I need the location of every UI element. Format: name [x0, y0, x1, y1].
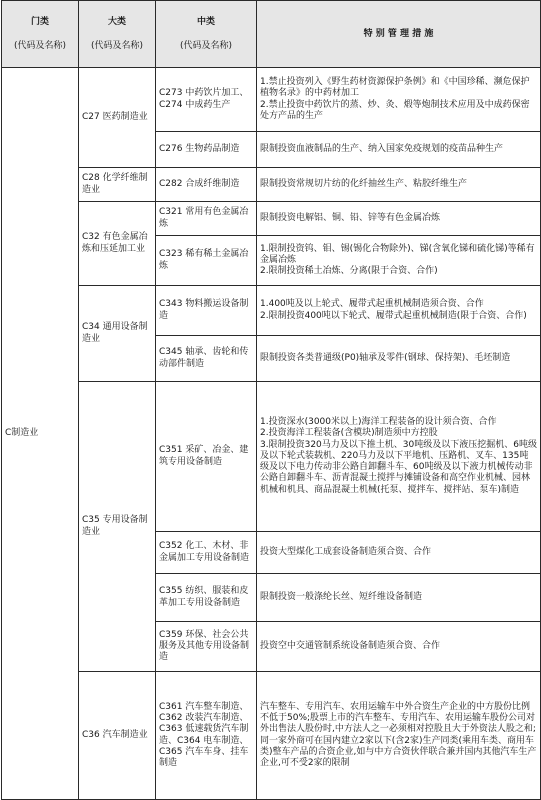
- measure-cell: 限制投资各类普通级(P0)轴承及零件(钢球、保持架)、毛坯制造: [257, 336, 541, 382]
- zh-category-cell: C343 物料搬运设备制造: [156, 286, 257, 336]
- zh-category-cell: C361 汽车整车制造、C362 改装汽车制造、C363 低速载货汽车制造、C364 电车制造、C365 汽车车身、挂车制造: [156, 672, 257, 800]
- header-cs: 特 别 管 理 措 施: [257, 1, 541, 68]
- measure-cell: 投资大型煤化工成套设备制造须合资、合作: [257, 532, 541, 574]
- measure-cell: 1.限制投资钨、钼、锡(锡化合物除外)、锑(含氧化锑和硫化锑)等稀有金属冶炼 2.限制投资稀土冶炼、分离(限于合资、合作): [257, 236, 541, 286]
- measure-cell: 1.投资深水(3000米以上)海洋工程装备的设计须合资、合作 2.投资海洋工程装备(含模块)制造须中方控股 3.限制投资320马力及以下推土机、30吨级及以下液压挖掘机、6吨级及以下轮式装载机、220马力及以下平地机、压路机、叉车、135吨级及以下电力传动非公路自卸翻斗车、60吨级及以下液力机械传动非公路自卸翻斗车、沥青混凝土搅拌与摊铺设备和高空作业机械、园林机械和机具、商品混凝土机械(托泵、搅拌车、搅拌站、泵车)制造: [257, 382, 541, 532]
- zh-category-cell: C321 常用有色金属冶炼: [156, 202, 257, 236]
- header-da-sub: (代码及名称): [90, 41, 144, 51]
- da-category-cell: C27 医药制造业: [79, 68, 156, 168]
- da-category-cell: C32 有色金属冶炼和压延加工业: [79, 202, 156, 286]
- men-category-cell: C制造业: [2, 68, 79, 800]
- zh-category-cell: C355 纺织、服装和皮革加工专用设备制造: [156, 574, 257, 622]
- da-category-cell: C28 化学纤维制造业: [79, 168, 156, 202]
- header-da: [79, 1, 156, 68]
- zh-category-cell: C282 合成纤维制造: [156, 168, 257, 202]
- header-men-sub: (代码及名称): [13, 41, 67, 51]
- measure-cell: 汽车整车、专用汽车、农用运输车中外合资生产企业的中方股份比例不低于50%;股票上市的汽车整车、专用汽车、农用运输车股份公司对外出售法人股份时,中方法人之一必须相对控股且大于外资法人股之和;同一家外商可在国内建立2家以下(含2家)生产同类(乘用车类、商用车类)整车产品的合资企业,如与中方合资伙伴联合兼并国内其他汽车生产企业,可不受2家的限制: [257, 672, 541, 800]
- header-zh: [156, 1, 257, 68]
- zh-category-cell: C345 轴承、齿轮和传动部件制造: [156, 336, 257, 382]
- special-management-table: [1, 0, 541, 800]
- table-row: [2, 672, 541, 800]
- table-row: [2, 68, 541, 132]
- table-header-row: [2, 1, 541, 68]
- zh-category-cell: C351 采矿、冶金、建筑专用设备制造: [156, 382, 257, 532]
- da-category-cell: C34 通用设备制造业: [79, 286, 156, 382]
- table-row: [2, 286, 541, 336]
- measure-cell: 1.禁止投资列入《野生药材资源保护条例》和《中国珍稀、濒危保护植物名录》的中药材加工 2.禁止投资中药饮片的蒸、炒、灸、煅等炮制技术应用及中成药保密处方产品的生产: [257, 68, 541, 132]
- header-men: [2, 1, 79, 68]
- table-row: [2, 202, 541, 236]
- table-row: [2, 168, 541, 202]
- header-da-title: 大类: [107, 17, 126, 27]
- measure-cell: 限制投资血液制品的生产、纳入国家免疫规划的疫苗品种生产: [257, 132, 541, 168]
- measure-cell: 限制投资常规切片纺的化纤抽丝生产、粘胶纤维生产: [257, 168, 541, 202]
- measure-cell: 投资空中交通管制系统设备制造须合资、合作: [257, 622, 541, 672]
- zh-category-cell: C276 生物药品制造: [156, 132, 257, 168]
- header-men-title: 门类: [30, 17, 49, 27]
- header-zh-title: 中类: [196, 17, 215, 27]
- measure-cell: 限制投资电解铝、铜、铅、锌等有色金属冶炼: [257, 202, 541, 236]
- table-row: [2, 382, 541, 532]
- zh-category-cell: C323 稀有稀土金属冶炼: [156, 236, 257, 286]
- measure-cell: 限制投资一般涤纶长丝、短纤维设备制造: [257, 574, 541, 622]
- header-zh-sub: (代码及名称): [179, 41, 233, 51]
- measure-cell: 1.400吨及以上轮式、履带式起重机械制造须合资、合作 2.限制投资400吨以下轮式、履带式起重机械制造(限于合资、合作): [257, 286, 541, 336]
- da-category-cell: C35 专用设备制造业: [79, 382, 156, 672]
- zh-category-cell: C359 环保、社会公共服务及其他专用设备制造: [156, 622, 257, 672]
- da-category-cell: C36 汽车制造业: [79, 672, 156, 800]
- zh-category-cell: C273 中药饮片加工、C274 中成药生产: [156, 68, 257, 132]
- zh-category-cell: C352 化工、木材、非金属加工专用设备制造: [156, 532, 257, 574]
